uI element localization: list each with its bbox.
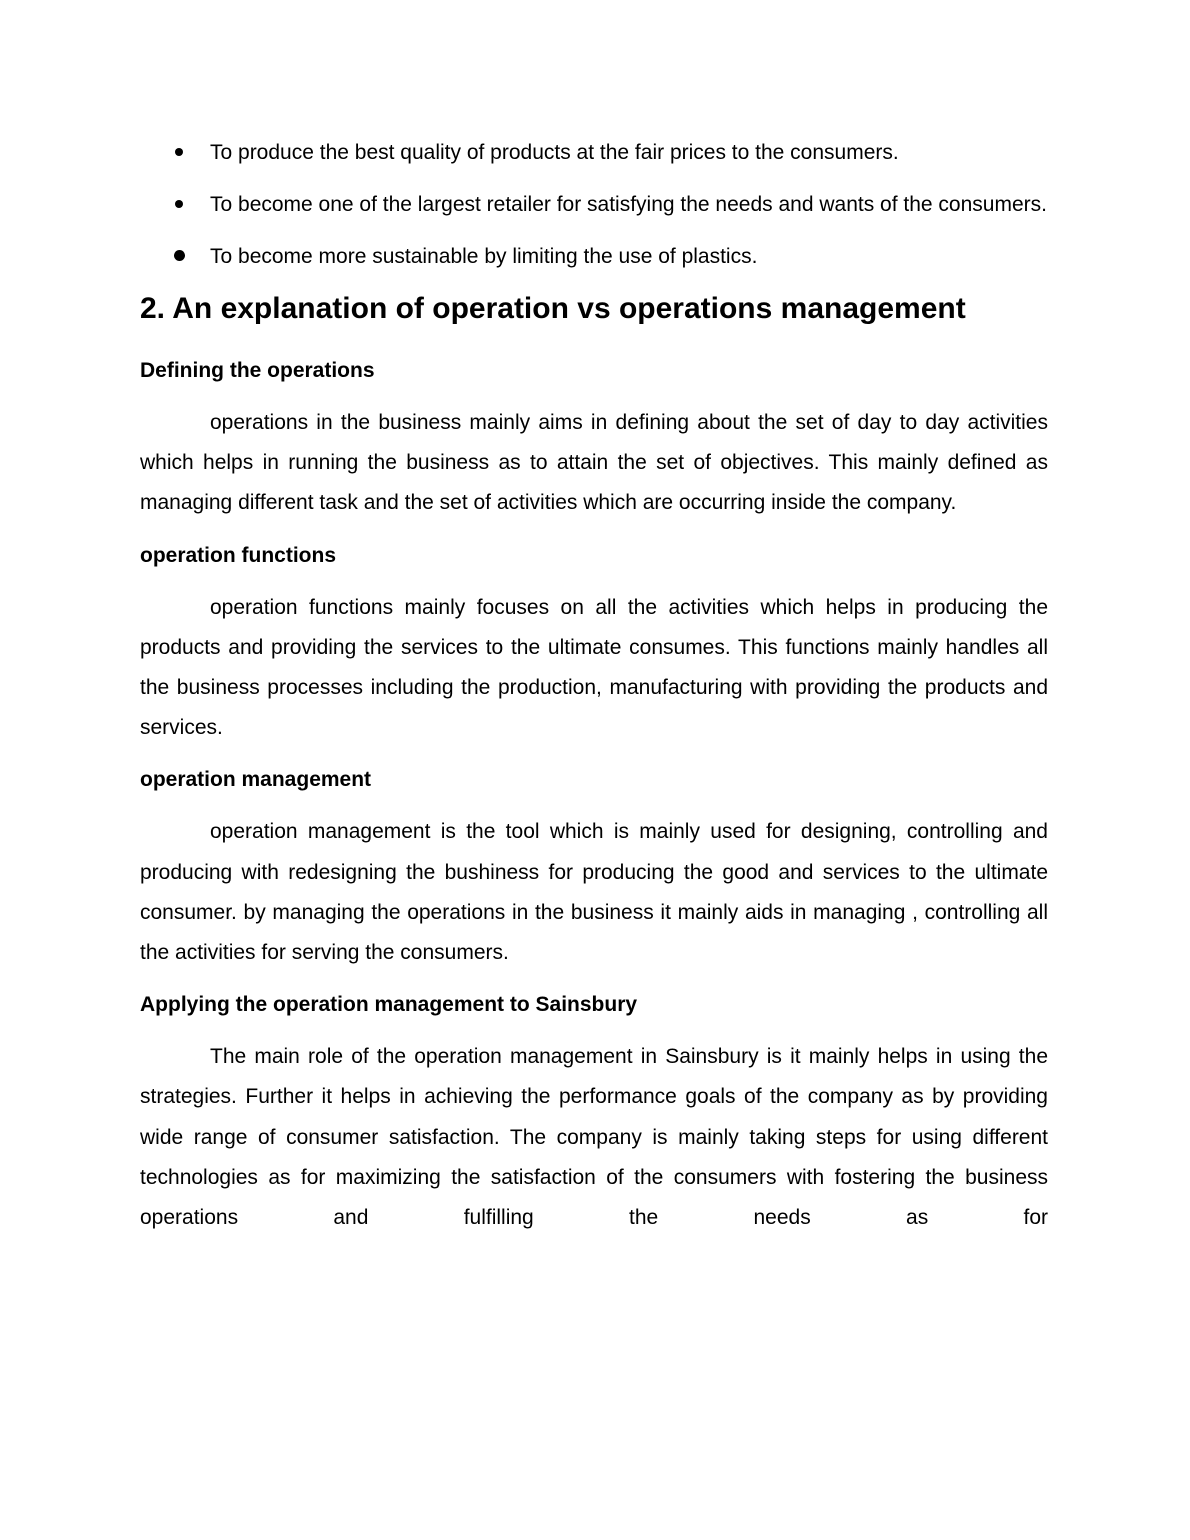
list-item	[140, 133, 1048, 173]
list-item-text: To become more sustainable by limiting the use of plastics.	[210, 245, 758, 268]
list-item	[140, 185, 1048, 225]
bullet-icon	[175, 200, 183, 208]
bullet-icon	[174, 250, 185, 261]
document-page	[140, 133, 1048, 1250]
list-item-text: To produce the best quality of products at the fair prices to the consumers.	[210, 141, 899, 164]
subsection-title-defining-operations: Defining the operations	[140, 359, 375, 382]
subsection-title-applying-to-sainsbury: Applying the operation management to Sainsbury	[140, 993, 638, 1017]
subsection-title-operation-management: operation management	[140, 768, 372, 792]
objectives-list	[140, 133, 1048, 277]
paragraph-applying-to-sainsbury: The main role of the operation management in Sainsbury is it mainly helps in using the strategies. Further it helps in achieving the performance goals of the company as by providing wide range of consumer satisfaction. The company is mainly taking steps for using different technologies as for maximizing the satisfaction of the consumers with fostering the business operations and fulfilling the needs as for	[140, 1045, 1048, 1230]
paragraph-operation-management: operation management is the tool which is mainly used for designing, controlling and producing with redesigning the bushiness for producing the good and services to the ultimate consumer. by managing the operations in the business it mainly aids in managing , controlling all the activities for serving the consumers.	[140, 820, 1048, 965]
subsection-title-operation-functions: operation functions	[140, 543, 336, 567]
list-item	[140, 237, 1048, 277]
bullet-icon	[175, 148, 183, 156]
paragraph-operation-functions: operation functions mainly focuses on all the activities which helps in producing the products and providing the services to the ultimate consumes. This functions mainly handles all the business processes including the production, manufacturing with providing the products and services.	[140, 595, 1048, 740]
list-item-text: To become one of the largest retailer for satisfying the needs and wants of the consumers.	[210, 193, 1047, 216]
section-heading: 2. An explanation of operation vs operations management	[140, 292, 966, 325]
paragraph-defining-operations: operations in the business mainly aims in defining about the set of day to day activities which helps in running the business as to attain the set of objectives. This mainly defined as managing different task and the set of activities which are occurring inside the company.	[140, 411, 1048, 515]
